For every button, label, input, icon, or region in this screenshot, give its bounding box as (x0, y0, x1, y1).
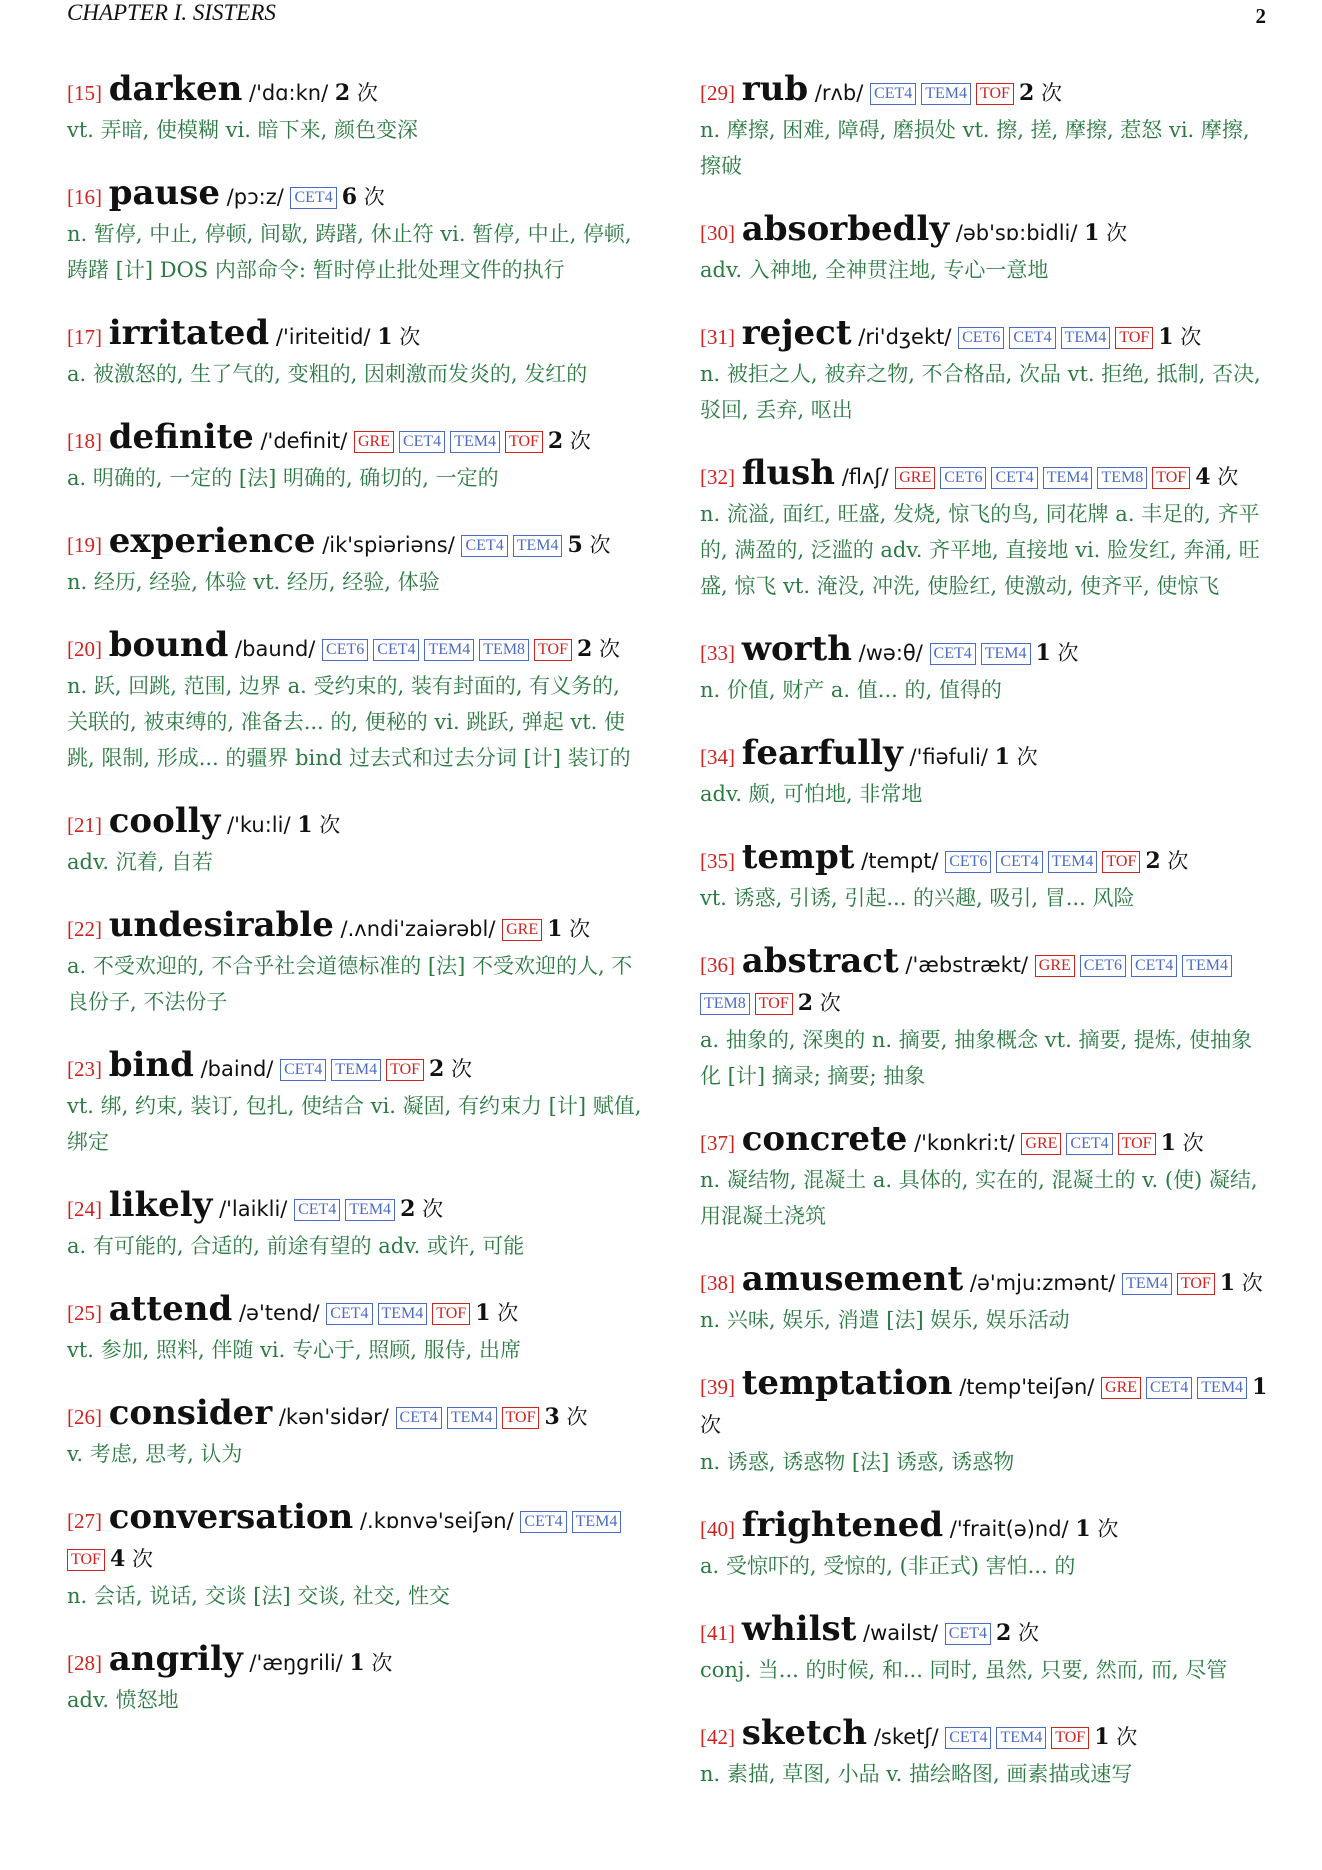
headword: frightened (741, 1505, 944, 1545)
entry-number: [19] (67, 533, 102, 557)
exam-tag-tem4: TEM4 (1061, 327, 1111, 349)
headword: whilst (741, 1609, 857, 1649)
entry-number: [42] (700, 1725, 735, 1749)
occurrence-count: 6 (341, 184, 358, 210)
vocab-entry (67, 314, 642, 392)
count-unit: 次 (566, 1405, 588, 1429)
phonetic: /'iriteitid/ (275, 325, 371, 349)
vocab-entry (700, 454, 1272, 604)
exam-tag-cet4: CET4 (945, 1727, 991, 1749)
exam-tag-tem4: TEM4 (996, 1727, 1046, 1749)
entry-head (700, 1714, 1272, 1756)
entry-head (700, 630, 1272, 672)
phonetic: /.ʌndi'zaiərəbl/ (340, 917, 496, 941)
exam-tag-tof: TOF (505, 431, 543, 453)
entry-head (67, 1498, 642, 1578)
count-unit: 次 (1116, 1725, 1138, 1749)
entry-head (700, 1260, 1272, 1302)
entry-head (67, 1394, 642, 1436)
definition: a. 明确的, 一定的 [法] 明确的, 确切的, 一定的 (67, 466, 499, 490)
vocab-entry (700, 1364, 1272, 1480)
phonetic: /tempt/ (861, 849, 939, 873)
entry-head (700, 314, 1272, 356)
page-number: 2 (1255, 4, 1266, 28)
headword: conversation (108, 1497, 354, 1537)
vocab-entry (700, 630, 1272, 708)
page-header (67, 0, 1266, 32)
count-unit: 次 (1180, 325, 1202, 349)
headword: experience (108, 521, 316, 561)
exam-tag-tem8: TEM8 (479, 639, 529, 661)
exam-tag-cet4: CET4 (991, 467, 1037, 489)
vocab-entry (700, 1120, 1272, 1234)
exam-tag-cet4: CET4 (1066, 1133, 1112, 1155)
vocab-entry (700, 1714, 1272, 1792)
count-unit: 次 (1167, 849, 1189, 873)
phonetic: /'æŋgrili/ (249, 1651, 343, 1675)
definition: adv. 沉着, 自若 (67, 850, 214, 874)
entry-number: [22] (67, 917, 102, 941)
vocab-entry (67, 1186, 642, 1264)
occurrence-count: 4 (109, 1546, 126, 1572)
exam-tag-tem4: TEM4 (450, 431, 500, 453)
entry-number: [28] (67, 1651, 102, 1675)
definition: n. 跃, 回跳, 范围, 边界 a. 受约束的, 装有封面的, 有义务的, 关联的, 被束缚的, 准备去... 的, 便秘的 vi. 跳跃, 弹起 vt. 使跳, 限制, 形成... 的疆界 bind 过去式和过去分词 [计] 装订的 (67, 674, 631, 770)
occurrence-count: 1 (349, 1650, 365, 1676)
exam-tag-tof: TOF (755, 993, 793, 1015)
count-unit: 次 (589, 533, 611, 557)
exam-tag-tem4: TEM4 (921, 83, 971, 105)
count-unit: 次 (363, 185, 385, 209)
exam-tag-tof: TOF (67, 1549, 105, 1571)
entry-number: [40] (700, 1517, 735, 1541)
phonetic: /wailst/ (863, 1621, 939, 1645)
headword: darken (108, 69, 243, 109)
definition: a. 不受欢迎的, 不合乎社会道德标准的 [法] 不受欢迎的人, 不良份子, 不法份子 (67, 954, 633, 1014)
entry-number: [17] (67, 325, 102, 349)
definition: vt. 弄暗, 使模糊 vi. 暗下来, 颜色变深 (67, 118, 418, 142)
definition: n. 流溢, 面红, 旺盛, 发烧, 惊飞的鸟, 同花牌 a. 丰足的, 齐平的, 满盈的, 泛滥的 adv. 齐平地, 直接地 vi. 脸发红, 奔涌, 旺盛, 惊飞 vt. 淹没, 冲洗, 使脸红, 使激动, 使齐平, 使惊飞 (700, 502, 1260, 598)
definition: adv. 颇, 可怕地, 非常地 (700, 782, 923, 806)
count-unit: 次 (569, 917, 591, 941)
exam-tag-gre: GRE (895, 467, 935, 489)
exam-tag-tof: TOF (1115, 327, 1153, 349)
vocab-entry (67, 1640, 642, 1718)
vocab-entry (67, 802, 642, 880)
occurrence-count: 1 (297, 812, 313, 838)
exam-tag-cet4: CET4 (373, 639, 419, 661)
count-unit: 次 (497, 1301, 519, 1325)
vocab-entry (67, 1498, 642, 1614)
phonetic: /'kɒnkri:t/ (914, 1131, 1015, 1155)
headword: attend (108, 1289, 233, 1329)
vocab-entry (700, 1610, 1272, 1688)
exam-tag-cet4: CET4 (290, 187, 336, 209)
count-unit: 次 (451, 1057, 473, 1081)
count-unit: 次 (1106, 221, 1128, 245)
phonetic: /rʌb/ (814, 81, 864, 105)
headword: abstract (741, 941, 899, 981)
phonetic: /flʌʃ/ (841, 465, 889, 489)
exam-tag-tem4: TEM4 (424, 639, 474, 661)
phonetic: /temp'teiʃən/ (959, 1375, 1095, 1399)
exam-tag-cet4: CET4 (870, 83, 916, 105)
definition: n. 凝结物, 混凝土 a. 具体的, 实在的, 混凝土的 v. (使) 凝结, 用混凝土浇筑 (700, 1168, 1258, 1228)
occurrence-count: 2 (400, 1196, 416, 1222)
definition: adv. 愤怒地 (67, 1688, 179, 1712)
occurrence-count: 1 (547, 916, 563, 942)
exam-tag-tof: TOF (976, 83, 1014, 105)
exam-tag-cet4: CET4 (326, 1303, 372, 1325)
phonetic: /ə'tend/ (238, 1301, 320, 1325)
entry-number: [34] (700, 745, 735, 769)
headword: concrete (741, 1119, 908, 1159)
phonetic: /ə'mju:zmənt/ (969, 1271, 1116, 1295)
vocab-entry (700, 210, 1272, 288)
occurrence-count: 1 (1035, 640, 1051, 666)
vocab-entry (700, 942, 1272, 1094)
definition: n. 被拒之人, 被弃之物, 不合格品, 次品 vt. 拒绝, 抵制, 否决, 驳回, 丢弃, 呕出 (700, 362, 1261, 422)
headword: sketch (741, 1713, 868, 1753)
entry-head (700, 838, 1272, 880)
entry-number: [36] (700, 953, 735, 977)
count-unit: 次 (356, 81, 378, 105)
occurrence-count: 1 (377, 324, 393, 350)
entry-number: [25] (67, 1301, 102, 1325)
exam-tag-tof: TOF (1102, 851, 1140, 873)
occurrence-count: 2 (576, 636, 593, 662)
exam-tag-tof: TOF (386, 1059, 424, 1081)
occurrence-count: 2 (1145, 848, 1161, 874)
count-unit: 次 (1182, 1131, 1204, 1155)
phonetic: /'definit/ (260, 429, 348, 453)
exam-tag-gre: GRE (1101, 1377, 1141, 1399)
exam-tag-tem8: TEM8 (1097, 467, 1147, 489)
exam-tag-gre: GRE (1021, 1133, 1061, 1155)
entry-number: [38] (700, 1271, 735, 1295)
definition: n. 暂停, 中止, 停顿, 间歇, 踌躇, 休止符 vi. 暂停, 中止, 停顿, 踌躇 [计] DOS 内部命令: 暂时停止批处理文件的执行 (67, 222, 632, 282)
entry-head (67, 1290, 642, 1332)
count-unit: 次 (598, 637, 620, 661)
definition: a. 被激怒的, 生了气的, 变粗的, 因刺激而发炎的, 发红的 (67, 362, 588, 386)
exam-tag-tof: TOF (1152, 467, 1190, 489)
count-unit: 次 (1241, 1271, 1263, 1295)
exam-tag-tof: TOF (502, 1407, 540, 1429)
occurrence-count: 1 (1158, 324, 1174, 350)
entry-number: [39] (700, 1375, 735, 1399)
phonetic: /'æbstrækt/ (905, 953, 1029, 977)
entry-number: [18] (67, 429, 102, 453)
exam-tag-gre: GRE (502, 919, 542, 941)
phonetic: /baund/ (235, 637, 316, 661)
phonetic: /'dɑ:kn/ (249, 81, 329, 105)
entry-number: [31] (700, 325, 735, 349)
definition: vt. 绑, 约束, 装订, 包扎, 使结合 vi. 凝固, 有约束力 [计] 赋值, 绑定 (67, 1094, 642, 1154)
vocab-entry (67, 418, 642, 496)
entry-head (700, 1506, 1272, 1548)
exam-tag-cet4: CET4 (294, 1199, 340, 1221)
occurrence-count: 1 (475, 1300, 491, 1326)
headword: bind (108, 1045, 194, 1085)
headword: flush (741, 453, 835, 493)
exam-tag-cet6: CET6 (322, 639, 368, 661)
exam-tag-tem4: TEM4 (572, 1511, 622, 1533)
phonetic: /kən'sidər/ (278, 1405, 389, 1429)
definition: a. 有可能的, 合适的, 前途有望的 adv. 或许, 可能 (67, 1234, 525, 1258)
exam-tag-tof: TOF (534, 639, 572, 661)
headword: undesirable (108, 905, 334, 945)
occurrence-count: 1 (1252, 1374, 1268, 1400)
phonetic: /'laikli/ (219, 1197, 288, 1221)
exam-tag-cet4: CET4 (396, 1407, 442, 1429)
count-unit: 次 (399, 325, 421, 349)
entry-number: [30] (700, 221, 735, 245)
headword: amusement (741, 1259, 964, 1299)
headword: likely (108, 1185, 213, 1225)
headword: worth (741, 629, 852, 669)
entry-head (67, 802, 642, 844)
phonetic: /ri'dʒekt/ (858, 325, 952, 349)
exam-tag-gre: GRE (354, 431, 394, 453)
headword: irritated (108, 313, 270, 353)
entry-head (67, 314, 642, 356)
occurrence-count: 1 (1160, 1130, 1176, 1156)
entry-number: [41] (700, 1621, 735, 1645)
entry-number: [15] (67, 81, 102, 105)
occurrence-count: 2 (797, 990, 814, 1016)
count-unit: 次 (371, 1651, 393, 1675)
entry-head (700, 210, 1272, 252)
exam-tag-tem4: TEM4 (378, 1303, 428, 1325)
vocab-entry (67, 522, 642, 600)
phonetic: /ik'spiəriəns/ (322, 533, 455, 557)
count-unit: 次 (1097, 1517, 1119, 1541)
count-unit: 次 (422, 1197, 444, 1221)
count-unit: 次 (1040, 81, 1062, 105)
exam-tag-cet4: CET4 (280, 1059, 326, 1081)
occurrence-count: 2 (429, 1056, 445, 1082)
entry-head (67, 1186, 642, 1228)
exam-tag-tof: TOF (1051, 1727, 1089, 1749)
occurrence-count: 2 (547, 428, 564, 454)
entry-number: [29] (700, 81, 735, 105)
headword: angrily (108, 1639, 243, 1679)
exam-tag-tem4: TEM4 (1122, 1273, 1172, 1295)
entry-number: [33] (700, 641, 735, 665)
exam-tag-cet4: CET4 (1009, 327, 1055, 349)
phonetic: /pɔ:z/ (226, 185, 284, 209)
count-unit: 次 (1016, 745, 1038, 769)
exam-tag-tem4: TEM4 (513, 535, 563, 557)
exam-tag-tem4: TEM4 (1048, 851, 1098, 873)
phonetic: /wə:θ/ (858, 641, 923, 665)
vocab-entry (700, 1260, 1272, 1338)
occurrence-count: 1 (994, 744, 1010, 770)
exam-tag-tem4: TEM4 (1043, 467, 1093, 489)
count-unit: 次 (569, 429, 591, 453)
vocab-entry (67, 174, 642, 288)
occurrence-count: 5 (567, 532, 583, 558)
definition: n. 兴味, 娱乐, 消遣 [法] 娱乐, 娱乐活动 (700, 1308, 1070, 1332)
exam-tag-tof: TOF (1118, 1133, 1156, 1155)
entry-head (700, 734, 1272, 776)
headword: pause (108, 173, 220, 213)
exam-tag-cet4: CET4 (520, 1511, 566, 1533)
exam-tag-gre: GRE (1035, 955, 1075, 977)
entry-head (700, 1610, 1272, 1652)
entry-head (67, 70, 642, 112)
headword: rub (741, 69, 809, 109)
headword: reject (741, 313, 852, 353)
vocab-entry (67, 1290, 642, 1368)
headword: coolly (108, 801, 221, 841)
entry-head (67, 522, 642, 564)
entry-head (67, 1046, 642, 1088)
vocab-entry (700, 1506, 1272, 1584)
exam-tag-cet6: CET6 (945, 851, 991, 873)
entry-number: [26] (67, 1405, 102, 1429)
headword: tempt (741, 837, 855, 877)
exam-tag-cet4: CET4 (1131, 955, 1177, 977)
entry-number: [27] (67, 1509, 102, 1533)
count-unit: 次 (1217, 465, 1239, 489)
headword: consider (108, 1393, 273, 1433)
headword: fearfully (741, 733, 903, 773)
definition: n. 会话, 说话, 交谈 [法] 交谈, 社交, 性交 (67, 1584, 451, 1608)
occurrence-count: 1 (1219, 1270, 1236, 1296)
exam-tag-cet6: CET6 (1080, 955, 1126, 977)
phonetic: /.kɒnvə'seiʃən/ (359, 1509, 514, 1533)
phonetic: /'frait(ə)nd/ (949, 1517, 1069, 1541)
entry-head (67, 174, 642, 216)
exam-tag-tof: TOF (1177, 1273, 1215, 1295)
entry-number: [20] (67, 637, 102, 661)
occurrence-count: 2 (334, 80, 351, 106)
definition: v. 考虑, 思考, 认为 (67, 1442, 243, 1466)
vocab-entry (67, 626, 642, 776)
definition: n. 经历, 经验, 体验 vt. 经历, 经验, 体验 (67, 570, 440, 594)
phonetic: /baind/ (200, 1057, 274, 1081)
headword: bound (108, 625, 229, 665)
occurrence-count: 1 (1094, 1724, 1110, 1750)
vocab-entry (700, 70, 1272, 184)
exam-tag-cet4: CET4 (399, 431, 445, 453)
vocab-entry (700, 314, 1272, 428)
entry-head (67, 418, 642, 460)
entry-number: [32] (700, 465, 735, 489)
entry-number: [21] (67, 813, 102, 837)
entry-head (67, 906, 642, 948)
entry-head (67, 1640, 642, 1682)
vocab-entry (700, 838, 1272, 916)
count-unit: 次 (819, 991, 841, 1015)
count-unit: 次 (131, 1547, 153, 1571)
entry-number: [24] (67, 1197, 102, 1221)
entry-number: [35] (700, 849, 735, 873)
phonetic: /əb'sɒ:bidli/ (955, 221, 1078, 245)
count-unit: 次 (700, 1413, 721, 1437)
exam-tag-cet4: CET4 (945, 1623, 991, 1645)
phonetic: /sketʃ/ (873, 1725, 939, 1749)
definition: vt. 诱惑, 引诱, 引起... 的兴趣, 吸引, 冒... 风险 (700, 886, 1135, 910)
exam-tag-tem4: TEM4 (981, 643, 1031, 665)
definition: n. 价值, 财产 a. 值... 的, 值得的 (700, 678, 1002, 702)
exam-tag-cet4: CET4 (461, 535, 507, 557)
phonetic: /'fiəfuli/ (909, 745, 988, 769)
exam-tag-tem4: TEM4 (1197, 1377, 1247, 1399)
entry-head (700, 1364, 1272, 1444)
occurrence-count: 3 (544, 1404, 560, 1430)
vocab-entry (67, 1046, 642, 1160)
count-unit: 次 (1057, 641, 1079, 665)
entry-number: [37] (700, 1131, 735, 1155)
definition: conj. 当... 的时候, 和... 同时, 虽然, 只要, 然而, 而, 尽管 (700, 1658, 1228, 1682)
exam-tag-cet6: CET6 (958, 327, 1004, 349)
exam-tag-cet4: CET4 (996, 851, 1042, 873)
left-column (67, 70, 642, 1744)
exam-tag-cet4: CET4 (1146, 1377, 1192, 1399)
entry-head (700, 70, 1272, 112)
definition: n. 摩擦, 困难, 障碍, 磨损处 vt. 擦, 搓, 摩擦, 惹怒 vi. 摩擦, 擦破 (700, 118, 1250, 178)
entry-head (700, 942, 1272, 1022)
headword: definite (108, 417, 254, 457)
phonetic: /'ku:li/ (227, 813, 291, 837)
occurrence-count: 4 (1195, 464, 1211, 490)
definition: a. 受惊吓的, 受惊的, (非正式) 害怕... 的 (700, 1554, 1076, 1578)
exam-tag-cet6: CET6 (940, 467, 986, 489)
vocab-entry (67, 1394, 642, 1472)
entry-head (67, 626, 642, 668)
exam-tag-tem8: TEM8 (700, 993, 750, 1015)
definition: n. 诱惑, 诱惑物 [法] 诱惑, 诱惑物 (700, 1450, 1015, 1474)
exam-tag-tem4: TEM4 (345, 1199, 395, 1221)
definition: vt. 参加, 照料, 伴随 vi. 专心于, 照顾, 服侍, 出席 (67, 1338, 522, 1362)
exam-tag-tem4: TEM4 (331, 1059, 381, 1081)
vocab-entry (700, 734, 1272, 812)
count-unit: 次 (319, 813, 341, 837)
headword: absorbedly (741, 209, 950, 249)
entry-number: [23] (67, 1057, 102, 1081)
entry-head (700, 454, 1272, 496)
occurrence-count: 2 (1018, 80, 1035, 106)
exam-tag-tof: TOF (432, 1303, 470, 1325)
exam-tag-cet4: CET4 (930, 643, 976, 665)
headword: temptation (741, 1363, 953, 1403)
vocab-entry (67, 906, 642, 1020)
vocab-entry (67, 70, 642, 148)
right-column (700, 70, 1272, 1818)
occurrence-count: 1 (1084, 220, 1100, 246)
entry-head (700, 1120, 1272, 1162)
entry-number: [16] (67, 185, 102, 209)
definition: a. 抽象的, 深奥的 n. 摘要, 抽象概念 vt. 摘要, 提炼, 使抽象化 [计] 摘录; 摘要; 抽象 (700, 1028, 1253, 1088)
chapter-title: CHAPTER I. SISTERS (67, 0, 276, 25)
exam-tag-tem4: TEM4 (1182, 955, 1232, 977)
occurrence-count: 2 (996, 1620, 1012, 1646)
exam-tag-tem4: TEM4 (447, 1407, 497, 1429)
definition: n. 素描, 草图, 小品 v. 描绘略图, 画素描或速写 (700, 1762, 1133, 1786)
definition: adv. 入神地, 全神贯注地, 专心一意地 (700, 258, 1049, 282)
count-unit: 次 (1018, 1621, 1039, 1645)
occurrence-count: 1 (1075, 1516, 1091, 1542)
